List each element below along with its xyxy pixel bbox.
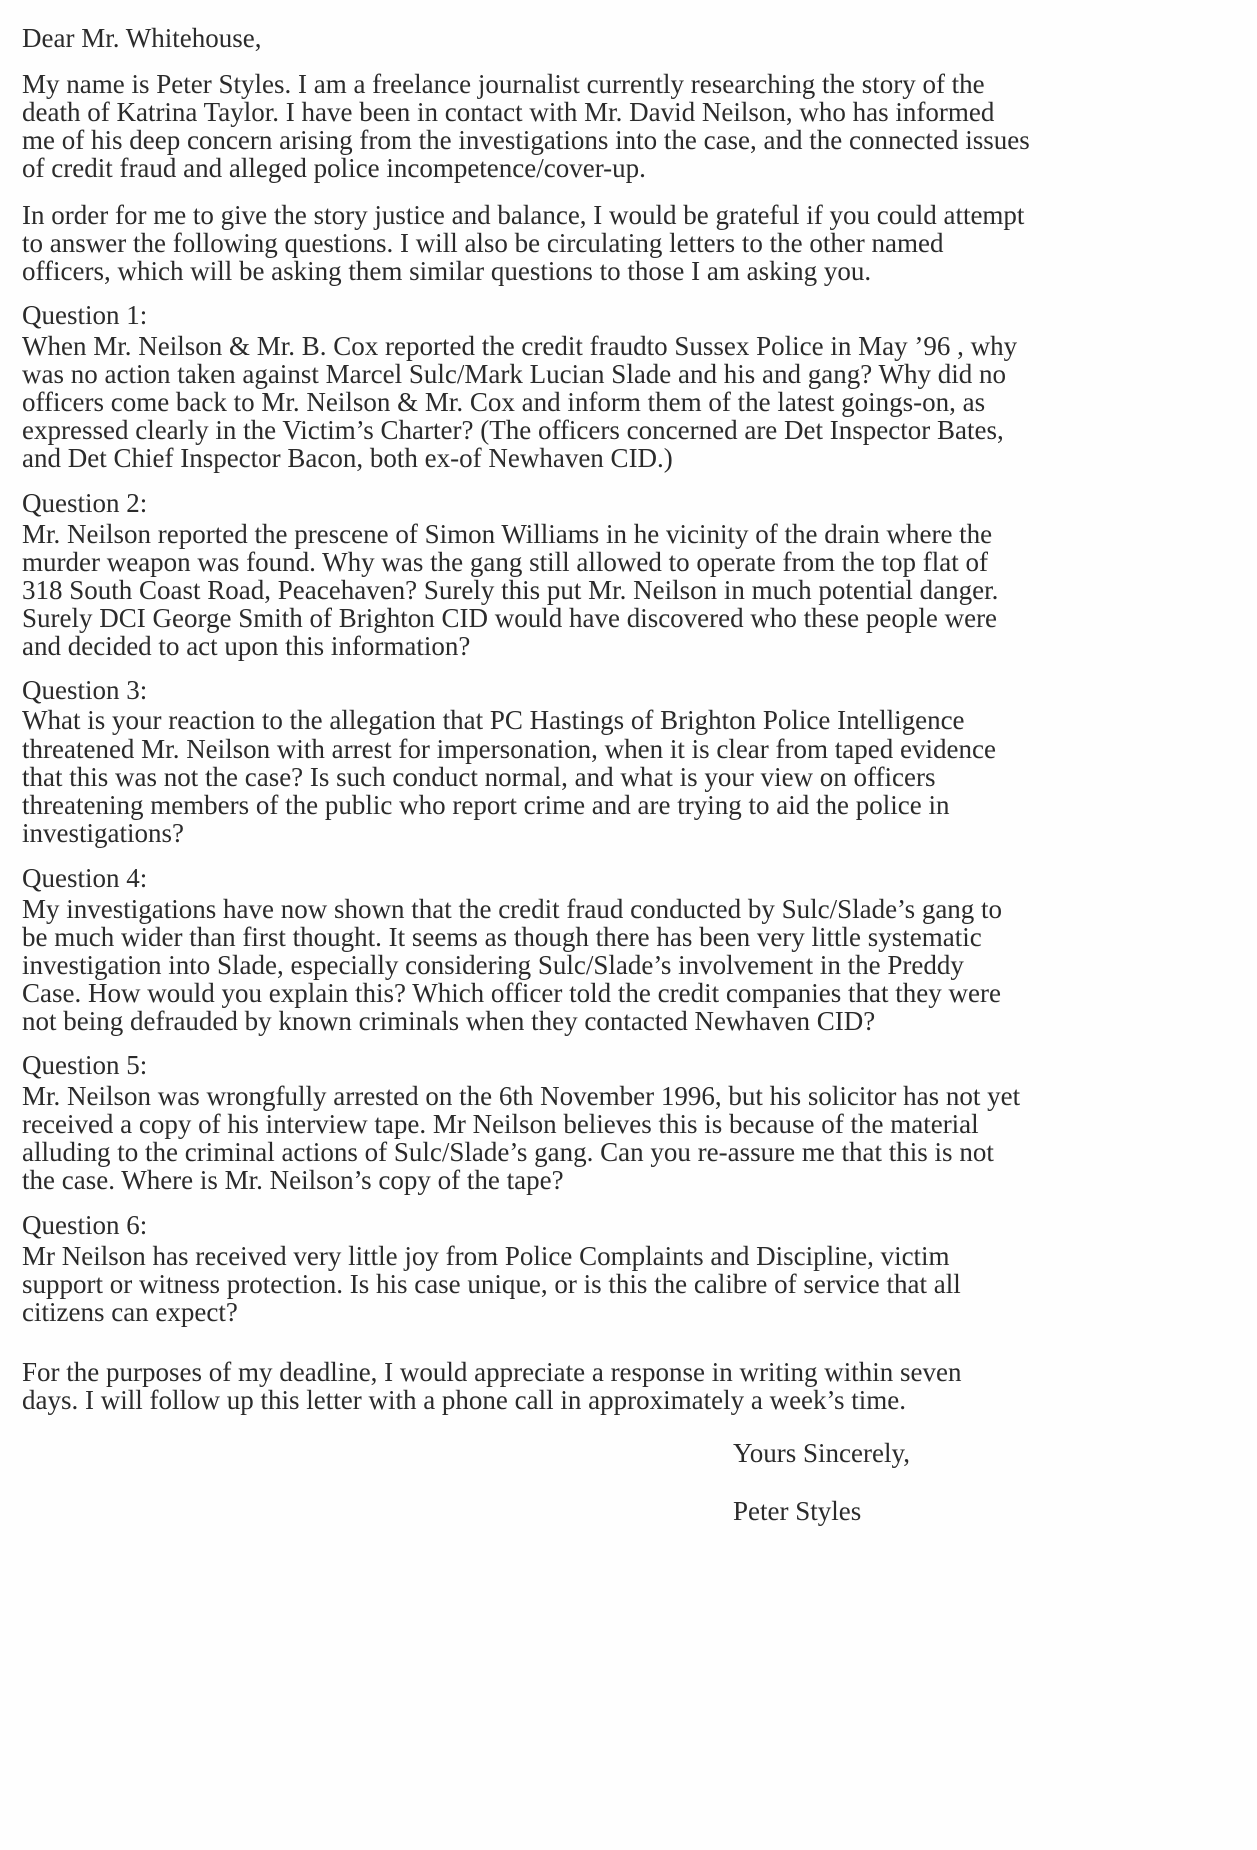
question-line: support or witness protection. Is his case unique, or is this the calibre of service that all <box>22 1269 961 1299</box>
question-heading: Question 5: <box>22 1050 148 1080</box>
question-line: that this was not the case? Is such conduct normal, and what is your view on officers <box>22 762 936 792</box>
question-line: Mr. Neilson was wrongfully arrested on the 6th November 1996, but his solicitor has not yet <box>22 1081 1021 1111</box>
question-heading: Question 6: <box>22 1210 148 1240</box>
question-line: and decided to act upon this information? <box>22 631 471 661</box>
question-line: investigations? <box>22 818 184 848</box>
question-line: 318 South Coast Road, Peacehaven? Surely this put Mr. Neilson in much potential danger. <box>22 575 999 605</box>
question-line: be much wider than first thought. It seems as though there has been very little systematic <box>22 922 982 952</box>
question-line: threatening members of the public who report crime and are trying to aid the police in <box>22 790 950 820</box>
question-line: received a copy of his interview tape. Mr Neilson believes this is because of the material <box>22 1109 979 1139</box>
intro-line: of credit fraud and alleged police incompetence/cover-up. <box>22 153 646 183</box>
question-line: expressed clearly in the Victim’s Charter? (The officers concerned are Det Inspector Bates, <box>22 415 1004 445</box>
question-line: Mr. Neilson reported the prescene of Simon Williams in he vicinity of the drain where the <box>22 519 993 549</box>
intro-line: death of Katrina Taylor. I have been in contact with Mr. David Neilson, who has informed <box>22 97 995 127</box>
question-heading: Question 2: <box>22 488 148 518</box>
question-heading: Question 1: <box>22 300 148 330</box>
question-line: murder weapon was found. Why was the gang still allowed to operate from the top flat of <box>22 547 988 577</box>
question-heading: Question 3: <box>22 675 148 705</box>
question-line: citizens can expect? <box>22 1297 238 1327</box>
question-line: What is your reaction to the allegation that PC Hastings of Brighton Police Intelligence <box>22 705 965 735</box>
question-line: Mr Neilson has received very little joy from Police Complaints and Discipline, victim <box>22 1241 950 1271</box>
question-line: When Mr. Neilson & Mr. B. Cox reported the credit fraudto Sussex Police in May ’96 , why <box>22 331 1018 361</box>
question-line: threatened Mr. Neilson with arrest for impersonation, when it is clear from taped evidence <box>22 734 996 764</box>
question-line: officers come back to Mr. Neilson & Mr. Cox and inform them of the latest goings-on, as <box>22 387 986 417</box>
request-line: officers, which will be asking them similar questions to those I am asking you. <box>22 256 872 286</box>
question-heading: Question 4: <box>22 863 148 893</box>
request-line: to answer the following questions. I will also be circulating letters to the other named <box>22 228 944 258</box>
signoff: Yours Sincerely, <box>733 1438 911 1468</box>
question-line: alluding to the criminal actions of Sulc/Slade’s gang. Can you re-assure me that this is not <box>22 1137 994 1167</box>
question-line: My investigations have now shown that the credit fraud conducted by Sulc/Slade’s gang to <box>22 894 1003 924</box>
intro-line: My name is Peter Styles. I am a freelance journalist currently researching the story of the <box>22 69 985 99</box>
question-line: and Det Chief Inspector Bacon, both ex-of Newhaven CID.) <box>22 443 673 473</box>
request-line: In order for me to give the story justice and balance, I would be grateful if you could attempt <box>22 200 1025 230</box>
question-line: Case. How would you explain this? Which officer told the credit companies that they were <box>22 978 1001 1008</box>
question-line: the case. Where is Mr. Neilson’s copy of the tape? <box>22 1165 564 1195</box>
question-line: investigation into Slade, especially considering Sulc/Slade’s involvement in the Preddy <box>22 950 964 980</box>
question-line: not being defrauded by known criminals when they contacted Newhaven CID? <box>22 1006 876 1036</box>
question-line: was no action taken against Marcel Sulc/Mark Lucian Slade and his and gang? Why did no <box>22 359 1006 389</box>
closing-line: days. I will follow up this letter with a phone call in approximately a week’s time. <box>22 1385 907 1415</box>
salutation: Dear Mr. Whitehouse, <box>22 23 262 53</box>
signature: Peter Styles <box>733 1496 862 1526</box>
closing-line: For the purposes of my deadline, I would appreciate a response in writing within seven <box>22 1357 962 1387</box>
question-line: Surely DCI George Smith of Brighton CID would have discovered who these people were <box>22 603 998 633</box>
intro-line: me of his deep concern arising from the investigations into the case, and the connected issues <box>22 125 1030 155</box>
